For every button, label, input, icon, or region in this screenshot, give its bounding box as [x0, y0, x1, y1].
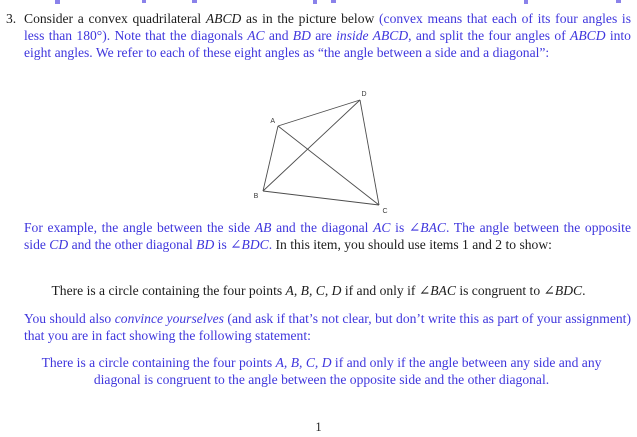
- quadrilateral-diagram: [250, 88, 395, 215]
- text-segment: as in the picture below: [241, 11, 380, 26]
- clipped-text-fragment: [524, 0, 528, 4]
- text-segment: ∠: [418, 283, 431, 298]
- text-segment: into eight angles. We refer to each of these eight angles as “the angle between a side and a diagonal”:: [24, 28, 631, 60]
- text-segment: ABCD: [205, 11, 242, 26]
- text-segment: ∠: [543, 283, 555, 298]
- text-segment: and the other diagonal: [68, 237, 197, 252]
- text-segment: is congruent to: [455, 283, 544, 298]
- text-segment: In this item, you should use items 1 and 2 to show:: [275, 237, 552, 252]
- side-BC: [263, 191, 379, 205]
- text-segment: There is a circle containing the four points: [41, 355, 276, 370]
- clipped-text-fragment: [192, 0, 197, 3]
- vertex-label-C: C: [382, 208, 388, 215]
- text-segment: is: [390, 220, 409, 235]
- text-segment: Consider a convex quadrilateral: [24, 11, 206, 26]
- vertex-label-D: D: [361, 91, 367, 98]
- side-DA: [278, 100, 360, 126]
- convince-paragraph: [24, 310, 631, 344]
- vertex-label-B: B: [253, 193, 259, 200]
- clipped-text-fragment: [55, 0, 60, 4]
- general-statement: [24, 354, 619, 388]
- statement-to-show: [10, 282, 627, 299]
- clipped-text-fragment: [313, 0, 317, 4]
- text-segment: and: [264, 28, 293, 43]
- text-segment: .: [582, 283, 586, 298]
- text-segment: convince yourselves: [114, 311, 224, 326]
- text-segment: ∠: [408, 220, 421, 235]
- text-segment: For example, the angle between the side: [24, 220, 255, 235]
- text-segment: BD: [292, 28, 311, 43]
- text-segment: AC: [373, 220, 391, 235]
- clipped-text-fragment: [616, 0, 621, 3]
- problem-intro-paragraph: [24, 10, 631, 61]
- text-segment: are: [310, 28, 337, 43]
- clipped-text-fragment: [331, 0, 336, 3]
- text-segment: A, B, C, D: [275, 355, 332, 370]
- text-segment: ∠: [230, 237, 242, 252]
- text-segment: AC: [247, 28, 265, 43]
- vertex-label-A: A: [270, 118, 275, 125]
- quadrilateral-svg: [250, 88, 395, 215]
- diagonal-BD: [263, 100, 360, 191]
- text-segment: BAC: [420, 220, 446, 235]
- text-segment: (and ask if that’s not clear, but don’t write this as part of your assignment) that you are in fact showing the following statement:: [24, 311, 631, 343]
- text-segment: There is a circle containing the four points: [51, 283, 286, 298]
- side-CD: [360, 100, 379, 205]
- side-AB: [263, 126, 278, 191]
- text-segment: AB: [254, 220, 272, 235]
- text-segment: (convex means that each of its four angles is less than 180°). Note that the diagonals: [24, 11, 631, 43]
- text-segment: BDC: [241, 237, 269, 252]
- text-segment: and the diagonal: [271, 220, 374, 235]
- quadrilateral-edges: [263, 100, 379, 205]
- text-segment: CD: [49, 237, 69, 252]
- text-segment: A, B, C, D: [285, 283, 342, 298]
- text-segment: .: [268, 237, 276, 252]
- example-paragraph: [24, 219, 631, 253]
- text-segment: is: [214, 237, 231, 252]
- problem-number: 3.: [6, 11, 17, 26]
- text-segment: inside ABCD: [336, 28, 409, 43]
- page-number: 1: [315, 420, 322, 434]
- text-segment: ABCD: [570, 28, 606, 43]
- text-segment: if and only if: [341, 283, 419, 298]
- text-segment: . The angle between the opposite side: [24, 220, 631, 252]
- text-segment: if and only if the angle between any side and any diagonal is congruent to the angle between the opposite side and the other diagonal.: [93, 355, 602, 387]
- text-segment: You should also: [24, 311, 115, 326]
- diagonal-AC: [278, 126, 379, 205]
- text-segment: , and split the four angles of: [408, 28, 571, 43]
- text-segment: BDC: [554, 283, 583, 298]
- text-segment: BAC: [430, 283, 456, 298]
- text-segment: BD: [196, 237, 215, 252]
- clipped-text-fragment: [142, 0, 146, 3]
